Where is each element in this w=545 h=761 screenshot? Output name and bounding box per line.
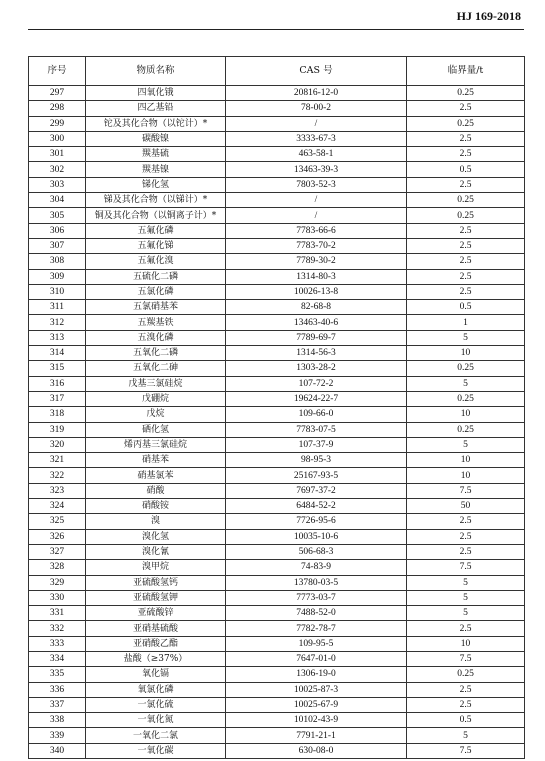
table-row xyxy=(29,667,525,682)
index-cell: 304 xyxy=(29,193,86,208)
table-row xyxy=(29,697,525,712)
index-cell: 321 xyxy=(29,453,86,468)
name-cell: 硒化氢 xyxy=(86,422,226,437)
threshold-cell: 2.5 xyxy=(407,529,525,544)
threshold-cell: 2.5 xyxy=(407,223,525,238)
cas-cell: 1314-80-3 xyxy=(226,269,407,284)
index-cell: 336 xyxy=(29,682,86,697)
cas-cell: 7791-21-1 xyxy=(226,728,407,743)
threshold-cell: 0.25 xyxy=(407,422,525,437)
threshold-cell: 10 xyxy=(407,636,525,651)
threshold-cell: 7.5 xyxy=(407,743,525,758)
table-row xyxy=(29,682,525,697)
index-cell: 332 xyxy=(29,621,86,636)
document-code: HJ 169-2018 xyxy=(456,9,521,23)
table-row xyxy=(29,514,525,529)
threshold-cell: 2.5 xyxy=(407,238,525,253)
index-cell: 323 xyxy=(29,483,86,498)
index-cell: 300 xyxy=(29,131,86,146)
table-row xyxy=(29,437,525,452)
cas-cell: 7803-52-3 xyxy=(226,177,407,192)
name-cell: 五氟化磷 xyxy=(86,223,226,238)
cas-cell: 13463-39-3 xyxy=(226,162,407,177)
table-row xyxy=(29,162,525,177)
name-cell: 一氯化硫 xyxy=(86,697,226,712)
column-header-threshold: 临界量/t xyxy=(407,57,525,86)
table-row xyxy=(29,315,525,330)
table-row xyxy=(29,147,525,162)
table-row xyxy=(29,238,525,253)
cas-cell: 19624-22-7 xyxy=(226,391,407,406)
threshold-cell: 5 xyxy=(407,575,525,590)
table-row xyxy=(29,483,525,498)
name-cell: 溴化氰 xyxy=(86,544,226,559)
table-row xyxy=(29,743,525,758)
cas-cell: 98-95-3 xyxy=(226,453,407,468)
threshold-cell: 2.5 xyxy=(407,682,525,697)
index-cell: 310 xyxy=(29,284,86,299)
cas-cell: 1314-56-3 xyxy=(226,346,407,361)
name-cell: 五氯化磷 xyxy=(86,284,226,299)
cas-cell: 20816-12-0 xyxy=(226,86,407,101)
name-cell: 一氧化氮 xyxy=(86,713,226,728)
threshold-cell: 0.25 xyxy=(407,667,525,682)
cas-cell: 78-00-2 xyxy=(226,101,407,116)
cas-cell: 6484-52-2 xyxy=(226,499,407,514)
table-row xyxy=(29,86,525,101)
name-cell: 四乙基铅 xyxy=(86,101,226,116)
table-row xyxy=(29,346,525,361)
name-cell: 五氟化溴 xyxy=(86,254,226,269)
threshold-cell: 2.5 xyxy=(407,284,525,299)
name-cell: 一氧化碳 xyxy=(86,743,226,758)
column-header-name: 物质名称 xyxy=(86,57,226,86)
index-cell: 312 xyxy=(29,315,86,330)
cas-cell: 82-68-8 xyxy=(226,300,407,315)
table-row xyxy=(29,590,525,605)
cas-cell: / xyxy=(226,116,407,131)
index-cell: 308 xyxy=(29,254,86,269)
index-cell: 313 xyxy=(29,330,86,345)
name-cell: 四氧化锇 xyxy=(86,86,226,101)
table-row xyxy=(29,575,525,590)
threshold-cell: 2.5 xyxy=(407,101,525,116)
threshold-cell: 5 xyxy=(407,590,525,605)
table-row xyxy=(29,636,525,651)
cas-cell: 7726-95-6 xyxy=(226,514,407,529)
threshold-cell: 2.5 xyxy=(407,697,525,712)
cas-cell: 7488-52-0 xyxy=(226,606,407,621)
index-cell: 297 xyxy=(29,86,86,101)
cas-cell: 74-83-9 xyxy=(226,560,407,575)
index-cell: 303 xyxy=(29,177,86,192)
index-cell: 329 xyxy=(29,575,86,590)
column-header-index: 序号 xyxy=(29,57,86,86)
cas-cell: 109-66-0 xyxy=(226,407,407,422)
cas-cell: 506-68-3 xyxy=(226,544,407,559)
cas-cell: 107-72-2 xyxy=(226,376,407,391)
cas-cell: 107-37-9 xyxy=(226,437,407,452)
index-cell: 301 xyxy=(29,147,86,162)
name-cell: 盐酸（≥37%） xyxy=(86,651,226,666)
table-row xyxy=(29,254,525,269)
cas-cell: 7789-69-7 xyxy=(226,330,407,345)
table-row xyxy=(29,223,525,238)
threshold-cell: 5 xyxy=(407,606,525,621)
cas-cell: 7697-37-2 xyxy=(226,483,407,498)
index-cell: 317 xyxy=(29,391,86,406)
cas-cell: 10025-87-3 xyxy=(226,682,407,697)
cas-cell: 7782-78-7 xyxy=(226,621,407,636)
threshold-cell: 0.25 xyxy=(407,208,525,223)
cas-cell: 630-08-0 xyxy=(226,743,407,758)
threshold-cell: 0.5 xyxy=(407,713,525,728)
name-cell: 铊及其化合物（以铊计）* xyxy=(86,116,226,131)
index-cell: 338 xyxy=(29,713,86,728)
table-row xyxy=(29,300,525,315)
name-cell: 戊硼烷 xyxy=(86,391,226,406)
table-row xyxy=(29,391,525,406)
index-cell: 340 xyxy=(29,743,86,758)
name-cell: 五氯硝基苯 xyxy=(86,300,226,315)
name-cell: 溴化氢 xyxy=(86,529,226,544)
name-cell: 氧化镉 xyxy=(86,667,226,682)
cas-cell: 7773-03-7 xyxy=(226,590,407,605)
name-cell: 溴 xyxy=(86,514,226,529)
table-row xyxy=(29,269,525,284)
cas-cell: 463-58-1 xyxy=(226,147,407,162)
threshold-cell: 7.5 xyxy=(407,651,525,666)
threshold-cell: 0.25 xyxy=(407,86,525,101)
cas-cell: / xyxy=(226,193,407,208)
table-row xyxy=(29,330,525,345)
name-cell: 五氧化二砷 xyxy=(86,361,226,376)
table-row xyxy=(29,177,525,192)
index-cell: 339 xyxy=(29,728,86,743)
cas-cell: 7647-01-0 xyxy=(226,651,407,666)
index-cell: 330 xyxy=(29,590,86,605)
threshold-cell: 0.5 xyxy=(407,300,525,315)
threshold-cell: 7.5 xyxy=(407,560,525,575)
name-cell: 烯丙基三氯硅烷 xyxy=(86,437,226,452)
threshold-cell: 7.5 xyxy=(407,483,525,498)
index-cell: 314 xyxy=(29,346,86,361)
table-row xyxy=(29,499,525,514)
threshold-cell: 5 xyxy=(407,376,525,391)
header-rule xyxy=(28,29,524,30)
name-cell: 亚硝基硫酸 xyxy=(86,621,226,636)
name-cell: 羰基镍 xyxy=(86,162,226,177)
name-cell: 硝酸铵 xyxy=(86,499,226,514)
name-cell: 锑及其化合物（以锑计）* xyxy=(86,193,226,208)
index-cell: 319 xyxy=(29,422,86,437)
name-cell: 硝基苯 xyxy=(86,453,226,468)
name-cell: 亚硫酸锌 xyxy=(86,606,226,621)
name-cell: 锑化氢 xyxy=(86,177,226,192)
index-cell: 315 xyxy=(29,361,86,376)
name-cell: 羰基硫 xyxy=(86,147,226,162)
index-cell: 302 xyxy=(29,162,86,177)
name-cell: 五羰基铁 xyxy=(86,315,226,330)
threshold-cell: 10 xyxy=(407,468,525,483)
name-cell: 硝基氯苯 xyxy=(86,468,226,483)
table-row xyxy=(29,621,525,636)
name-cell: 氧氯化磷 xyxy=(86,682,226,697)
name-cell: 戊烷 xyxy=(86,407,226,422)
table-row xyxy=(29,606,525,621)
table-row xyxy=(29,560,525,575)
substance-table xyxy=(28,56,525,759)
cas-cell: 1303-28-2 xyxy=(226,361,407,376)
table-row xyxy=(29,453,525,468)
threshold-cell: 2.5 xyxy=(407,269,525,284)
table-row xyxy=(29,651,525,666)
threshold-cell: 0.5 xyxy=(407,162,525,177)
table-row xyxy=(29,193,525,208)
name-cell: 一氧化二氯 xyxy=(86,728,226,743)
index-cell: 327 xyxy=(29,544,86,559)
threshold-cell: 2.5 xyxy=(407,621,525,636)
threshold-cell: 10 xyxy=(407,407,525,422)
name-cell: 亚硫酸氢钙 xyxy=(86,575,226,590)
index-cell: 324 xyxy=(29,499,86,514)
column-header-cas: CAS 号 xyxy=(226,57,407,86)
table-row xyxy=(29,544,525,559)
threshold-cell: 2.5 xyxy=(407,131,525,146)
index-cell: 325 xyxy=(29,514,86,529)
threshold-cell: 5 xyxy=(407,728,525,743)
cas-cell: 10102-43-9 xyxy=(226,713,407,728)
cas-cell: 7789-30-2 xyxy=(226,254,407,269)
threshold-cell: 5 xyxy=(407,437,525,452)
table-row xyxy=(29,422,525,437)
threshold-cell: 2.5 xyxy=(407,254,525,269)
table-body xyxy=(29,86,525,759)
table-row xyxy=(29,284,525,299)
index-cell: 328 xyxy=(29,560,86,575)
index-cell: 311 xyxy=(29,300,86,315)
threshold-cell: 2.5 xyxy=(407,177,525,192)
table-row xyxy=(29,101,525,116)
name-cell: 五溴化磷 xyxy=(86,330,226,345)
table-row xyxy=(29,728,525,743)
name-cell: 戊基三氯硅烷 xyxy=(86,376,226,391)
index-cell: 333 xyxy=(29,636,86,651)
threshold-cell: 10 xyxy=(407,346,525,361)
cas-cell: 10035-10-6 xyxy=(226,529,407,544)
index-cell: 322 xyxy=(29,468,86,483)
table-row xyxy=(29,407,525,422)
index-cell: 331 xyxy=(29,606,86,621)
table-row xyxy=(29,376,525,391)
index-cell: 305 xyxy=(29,208,86,223)
index-cell: 316 xyxy=(29,376,86,391)
name-cell: 铜及其化合物（以铜离子计）* xyxy=(86,208,226,223)
table-row xyxy=(29,713,525,728)
index-cell: 335 xyxy=(29,667,86,682)
name-cell: 溴甲烷 xyxy=(86,560,226,575)
index-cell: 309 xyxy=(29,269,86,284)
cas-cell: 7783-70-2 xyxy=(226,238,407,253)
cas-cell: 3333-67-3 xyxy=(226,131,407,146)
name-cell: 碳酸镍 xyxy=(86,131,226,146)
cas-cell: 109-95-5 xyxy=(226,636,407,651)
table-header-row xyxy=(29,57,525,86)
name-cell: 亚硫酸氢钾 xyxy=(86,590,226,605)
threshold-cell: 0.25 xyxy=(407,116,525,131)
threshold-cell: 5 xyxy=(407,330,525,345)
name-cell: 五硫化二磷 xyxy=(86,269,226,284)
cas-cell: 7783-07-5 xyxy=(226,422,407,437)
table-row xyxy=(29,529,525,544)
threshold-cell: 0.25 xyxy=(407,361,525,376)
table-row xyxy=(29,116,525,131)
index-cell: 298 xyxy=(29,101,86,116)
cas-cell: 10026-13-8 xyxy=(226,284,407,299)
table-row xyxy=(29,468,525,483)
index-cell: 299 xyxy=(29,116,86,131)
threshold-cell: 1 xyxy=(407,315,525,330)
cas-cell: 1306-19-0 xyxy=(226,667,407,682)
cas-cell: 13463-40-6 xyxy=(226,315,407,330)
threshold-cell: 50 xyxy=(407,499,525,514)
table-row xyxy=(29,131,525,146)
table-row xyxy=(29,361,525,376)
index-cell: 337 xyxy=(29,697,86,712)
name-cell: 五氧化二磷 xyxy=(86,346,226,361)
index-cell: 326 xyxy=(29,529,86,544)
cas-cell: 13780-03-5 xyxy=(226,575,407,590)
threshold-cell: 2.5 xyxy=(407,147,525,162)
threshold-cell: 2.5 xyxy=(407,514,525,529)
name-cell: 亚硝酸乙酯 xyxy=(86,636,226,651)
threshold-cell: 0.25 xyxy=(407,391,525,406)
index-cell: 318 xyxy=(29,407,86,422)
cas-cell: / xyxy=(226,208,407,223)
threshold-cell: 10 xyxy=(407,453,525,468)
cas-cell: 10025-67-9 xyxy=(226,697,407,712)
index-cell: 307 xyxy=(29,238,86,253)
table-row xyxy=(29,208,525,223)
name-cell: 五氟化锑 xyxy=(86,238,226,253)
cas-cell: 7783-66-6 xyxy=(226,223,407,238)
threshold-cell: 2.5 xyxy=(407,544,525,559)
index-cell: 306 xyxy=(29,223,86,238)
threshold-cell: 0.25 xyxy=(407,193,525,208)
index-cell: 334 xyxy=(29,651,86,666)
index-cell: 320 xyxy=(29,437,86,452)
name-cell: 硝酸 xyxy=(86,483,226,498)
cas-cell: 25167-93-5 xyxy=(226,468,407,483)
